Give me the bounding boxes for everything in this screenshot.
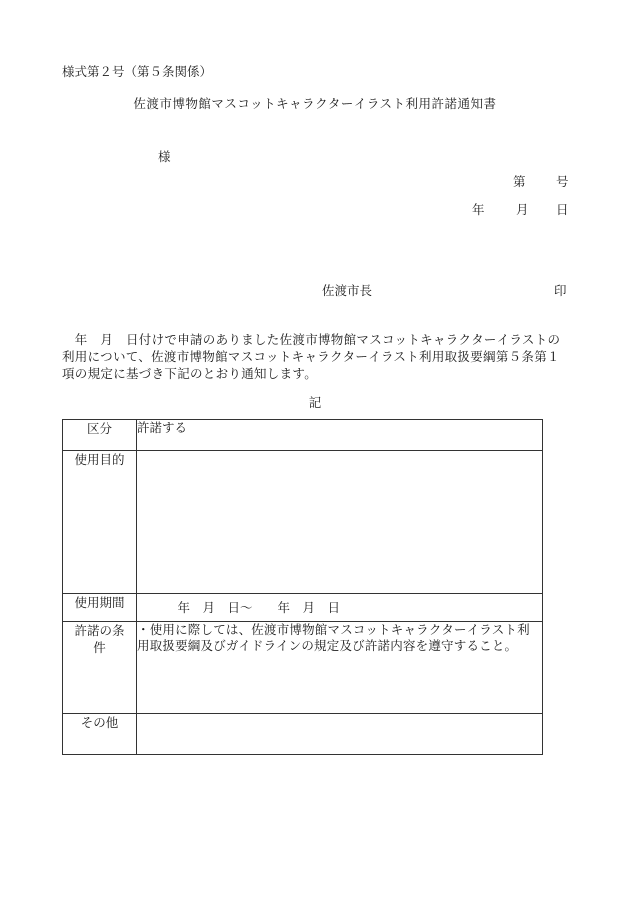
seal-mark: 印: [554, 283, 567, 298]
purpose-value: [137, 451, 543, 594]
period-value: 年 月 日〜 年 月 日: [137, 594, 543, 622]
conditions-label: 許諾の条件: [63, 622, 137, 714]
table-row-category: [63, 420, 543, 451]
form-number: 様式第２号（第５条関係）: [62, 64, 213, 79]
category-label: 区分: [63, 420, 137, 451]
table-row-conditions: [63, 622, 543, 714]
conditions-text: ・使用に際しては、佐渡市博物館マスコットキャラクターイラスト利用取扱要綱及びガイドラインの規定及び許諾内容を遵守すること。: [137, 622, 530, 653]
ki-heading: 記: [308, 395, 322, 410]
issuer-name: 佐渡市長: [322, 283, 373, 298]
date-month-label: 月: [516, 202, 529, 217]
permission-table: [62, 419, 543, 755]
table-row-period: [63, 594, 543, 622]
conditions-value: [137, 622, 543, 714]
date-day-label: 日: [556, 202, 569, 217]
category-value: 許諾する: [137, 420, 543, 451]
other-label: その他: [63, 714, 137, 755]
document-number-suffix: 号: [556, 174, 569, 189]
notice-paragraph: 年 月 日付けで申請のありました佐渡市博物館マスコットキャラクターイラストの利用について、佐渡市博物館マスコットキャラクターイラスト利用取扱要綱第５条第１項の規定に基づき下記のとおり通知します。: [62, 332, 561, 381]
purpose-label: 使用目的: [63, 451, 137, 594]
table-row-other: [63, 714, 543, 755]
period-label: 使用期間: [63, 594, 137, 622]
other-value: [137, 714, 543, 755]
table-row-purpose: [63, 451, 543, 594]
addressee-suffix: 様: [158, 149, 171, 164]
date-year-label: 年: [472, 202, 485, 217]
document-number-prefix: 第: [513, 174, 526, 189]
document-title: 佐渡市博物館マスコットキャラクターイラスト利用許諾通知書: [133, 96, 497, 111]
